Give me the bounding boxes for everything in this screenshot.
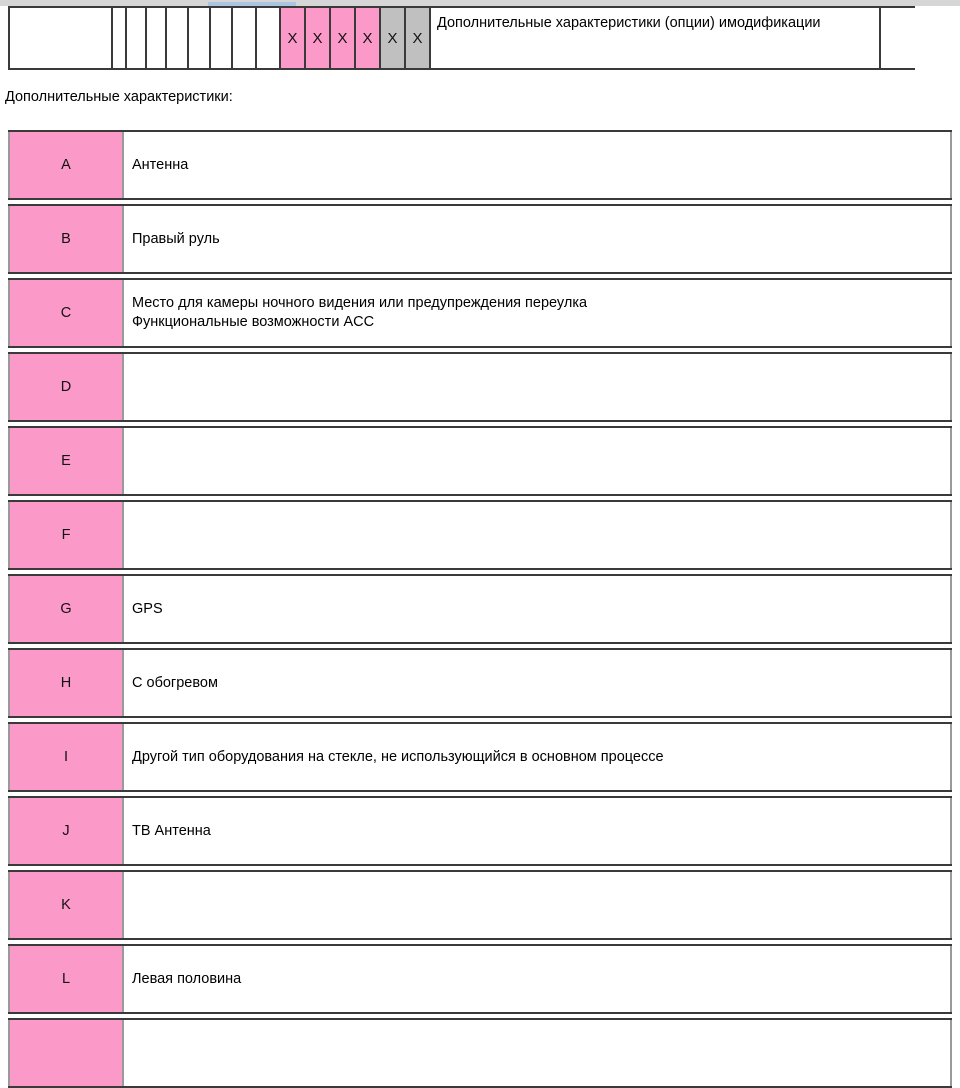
- table-row: [8, 1018, 952, 1088]
- feature-code-cell: A: [8, 132, 124, 198]
- header-cell-col-n3: [147, 8, 167, 68]
- x-mark: X: [337, 29, 348, 47]
- feature-code-cell: I: [8, 724, 124, 790]
- feature-description-cell: [124, 502, 952, 568]
- header-cell-col-x4: [356, 8, 381, 68]
- header-cell-col-x6: [406, 8, 431, 68]
- header-cell-col-x5: [381, 8, 406, 68]
- feature-description-cell: [124, 946, 952, 1012]
- feature-code-cell: H: [8, 650, 124, 716]
- table-row: [8, 278, 952, 348]
- feature-code-cell: C: [8, 280, 124, 346]
- feature-code-cell: F: [8, 502, 124, 568]
- options-header-table: [8, 6, 915, 70]
- table-row: [8, 130, 952, 200]
- header-cell-col-n2: [127, 8, 147, 68]
- feature-code-cell: K: [8, 872, 124, 938]
- feature-description-cell: [124, 354, 952, 420]
- table-row: [8, 204, 952, 274]
- feature-description-line-1: Другой тип оборудования на стекле, не использующийся в основном процессе: [132, 748, 664, 765]
- feature-description-cell: [124, 206, 952, 272]
- header-cell-col-x1: [281, 8, 306, 68]
- table-row: [8, 796, 952, 866]
- x-mark: X: [362, 29, 373, 47]
- feature-description-cell: [124, 650, 952, 716]
- feature-description-cell: [124, 428, 952, 494]
- feature-description-line-1: ТВ Антенна: [132, 822, 211, 839]
- x-mark: X: [312, 29, 323, 47]
- x-mark: X: [287, 29, 298, 47]
- feature-description-line-1: С обогревом: [132, 674, 218, 691]
- feature-description-line-1: Место для камеры ночного видения или предупреждения переулка: [132, 295, 588, 311]
- header-cell-col-wide-blank: [8, 8, 113, 68]
- feature-description-line-1: GPS: [132, 600, 163, 617]
- feature-code-cell: [8, 1020, 124, 1086]
- table-row: [8, 722, 952, 792]
- header-cell-col-x2: [306, 8, 331, 68]
- header-cell-col-n6: [211, 8, 233, 68]
- feature-description-line-2: Функциональные возможности ACC: [132, 314, 375, 330]
- table-row: [8, 870, 952, 940]
- feature-description-cell: [124, 872, 952, 938]
- feature-description-cell: [124, 132, 952, 198]
- x-mark: X: [412, 29, 423, 47]
- x-mark: X: [387, 29, 398, 47]
- feature-description-cell: [124, 724, 952, 790]
- feature-description-cell: [124, 280, 952, 346]
- feature-code-cell: L: [8, 946, 124, 1012]
- table-row: [8, 574, 952, 644]
- page-caption: Дополнительные характеристики:: [5, 89, 233, 105]
- header-cell-col-x3: [331, 8, 356, 68]
- header-cell-col-n1: [113, 8, 127, 68]
- feature-description-cell: [124, 576, 952, 642]
- table-row: [8, 648, 952, 718]
- feature-description-line-1: Левая половина: [132, 970, 242, 987]
- header-cell-col-n4: [167, 8, 189, 68]
- feature-code-cell: G: [8, 576, 124, 642]
- table-row: [8, 352, 952, 422]
- feature-code-cell: E: [8, 428, 124, 494]
- header-cell-col-n5: [189, 8, 211, 68]
- table-row: [8, 500, 952, 570]
- feature-description-cell: [124, 798, 952, 864]
- feature-code-cell: B: [8, 206, 124, 272]
- header-description-line-2: модификации: [726, 15, 821, 31]
- feature-description-line-1: Антенна: [132, 156, 189, 173]
- header-cell-description: [431, 8, 881, 68]
- header-description-line-1: Дополнительные характеристики (опции) и: [437, 15, 727, 31]
- feature-description-line-1: Правый руль: [132, 230, 220, 247]
- feature-code-cell: J: [8, 798, 124, 864]
- table-row: [8, 944, 952, 1014]
- header-cell-col-n8: [257, 8, 281, 68]
- table-row: [8, 426, 952, 496]
- feature-description-cell: [124, 1020, 952, 1086]
- feature-code-cell: D: [8, 354, 124, 420]
- header-cell-col-n7: [233, 8, 257, 68]
